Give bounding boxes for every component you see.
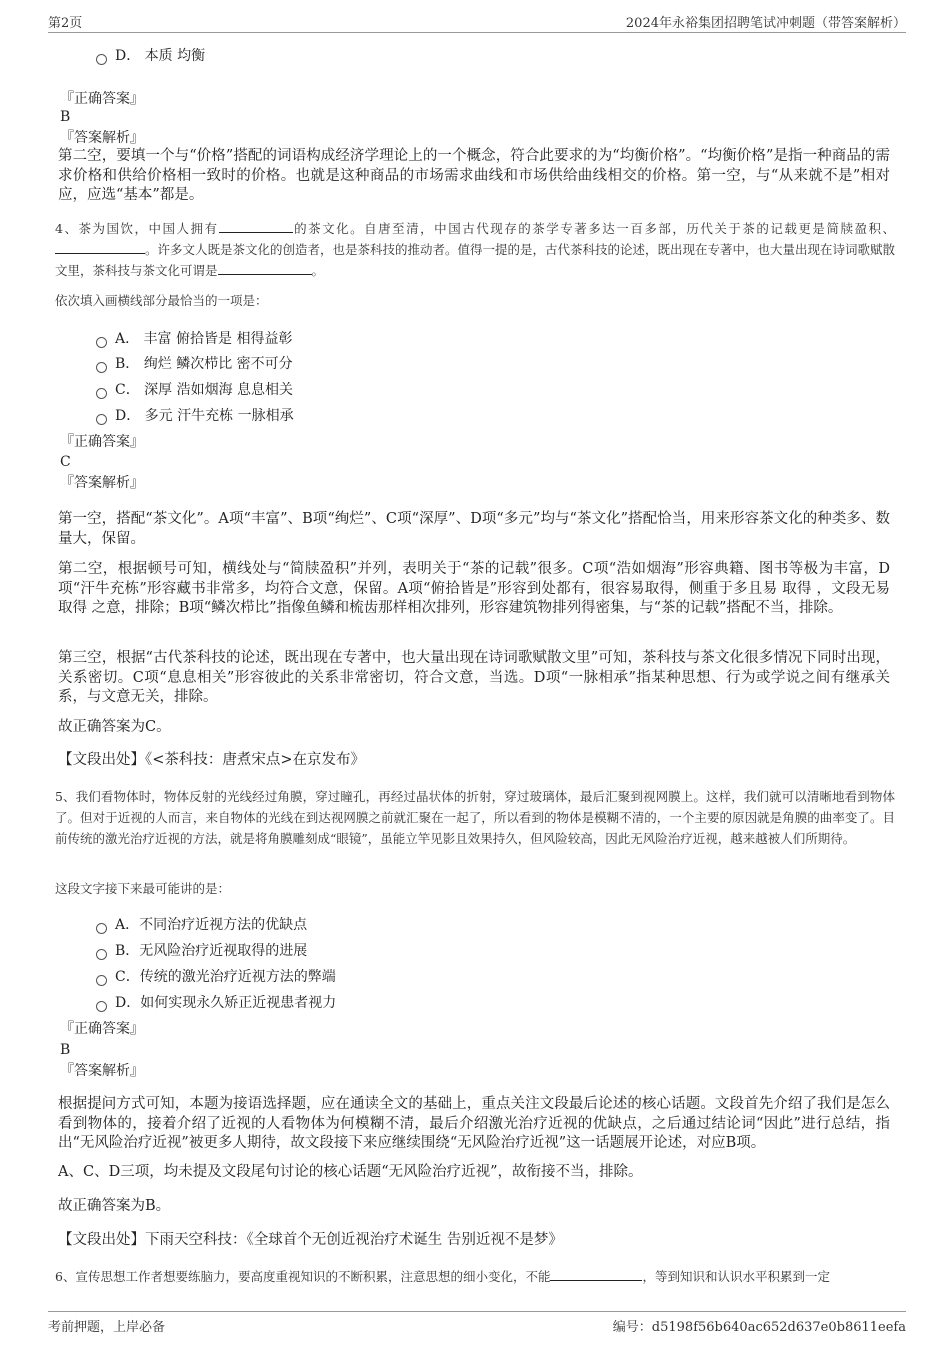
answer-value: C <box>60 454 71 470</box>
question-prompt: 依次填入画横线部分最恰当的一项是： <box>55 293 268 308</box>
document-title: 2024年永裕集团招聘笔试冲刺题（带答案解析） <box>625 16 906 31</box>
analysis-label: 『答案解析』 <box>60 1063 144 1079</box>
option-d[interactable]: D． 本质 均衡 <box>96 46 205 66</box>
document-id: 编号：d5198f56b640ac652d637e0b8611eefa <box>612 1320 906 1335</box>
analysis-paragraph: 第三空，根据“古代茶科技的论述，既出现在专著中，也大量出现在诗词歌赋散文里”可知，茶科技与茶文化很多情况下同时出现，关系密切。C项“息息相关”形容彼此的关系非常密切，符合文意，当选。D项“一脉相承”指某种思想、行为或学说之间有继承关系，与文意无关，排除。 <box>58 650 890 705</box>
analysis-text: 第二空，要填一个与“价格”搭配的词语构成经济学理论上的一个概念，符合此要求的为“均衡价格”。“均衡价格”是指一种商品的需求价格和供给价格相一致时的价格。也就是这种商品的市场需求曲线和市场供给曲线相交的价格。第一空，与“从来就不是”相对应，应选“基本”都是。 <box>58 148 890 203</box>
radio-icon[interactable] <box>96 54 107 65</box>
option-a[interactable]: A．不同治疗近视方法的优缺点 <box>96 915 307 935</box>
option-b[interactable]: B． 绚烂 鳞次栉比 密不可分 <box>96 354 293 374</box>
answer-value: B <box>60 1042 71 1058</box>
page-header <box>48 8 906 33</box>
radio-icon[interactable] <box>96 388 107 399</box>
footer-slogan: 考前押题，上岸必备 <box>48 1320 166 1335</box>
option-d[interactable]: D． 多元 汗牛充栋 一脉相承 <box>96 406 294 426</box>
source-citation: 【文段出处】《<茶科技：唐煮宋点>在京发布》 <box>58 752 366 768</box>
analysis-paragraph: 故正确答案为C。 <box>58 719 171 735</box>
page-footer <box>48 1311 906 1340</box>
analysis-paragraph: A、C、D三项，均未提及文段尾句讨论的核心话题“无风险治疗近视”，故衔接不当，排除。 <box>58 1164 643 1180</box>
option-c[interactable]: C． 深厚 浩如烟海 息息相关 <box>96 380 293 400</box>
option-c[interactable]: C．传统的激光治疗近视方法的弊端 <box>96 967 336 987</box>
radio-icon[interactable] <box>96 923 107 934</box>
question-stem: 6、宣传思想工作者想要练脑力，要高度重视知识的不断积累，注意思想的细小变化，不能 ，等到知识和认识水平积累到一定 <box>55 1269 830 1284</box>
analysis-paragraph: 第二空，根据顿号可知，横线处与“简牍盈积”并列，表明关于“茶的记载”很多。C项“浩如烟海”形容典籍、图书等极为丰富，D项“汗牛充栋”形容藏书非常多，均符合文意，保留。A项“俯拾皆是”形容到处都有，很容易取得，侧重于多且易 取得 ，文段无易 取得 之意，排除；B项“鳞次栉比”指像鱼鳞和梳齿那样相次排列，形容建筑物排列得密集，与“茶的记载”搭配不当，排除。 <box>58 561 890 616</box>
analysis-label: 『答案解析』 <box>60 475 144 491</box>
blank-line <box>219 219 293 233</box>
option-d[interactable]: D．如何实现永久矫正近视患者视力 <box>96 993 336 1013</box>
answer-label: 『正确答案』 <box>60 91 144 107</box>
blank-line <box>55 240 145 254</box>
source-citation: 【文段出处】下雨天空科技：《全球首个无创近视治疗术诞生 告别近视不是梦》 <box>58 1232 563 1248</box>
analysis-paragraph: 根据提问方式可知，本题为接语选择题，应在通读全文的基础上，重点关注文段最后论述的核心话题。文段首先介绍了我们是怎么看到物体的，接着介绍了近视的人看物体为何模糊不清，最后介绍激光治疗近视的优缺点，之后通过结论词“因此”进行总结，指出“无风险治疗近视”被更多人期待，故文段接下来应继续围绕“无风险治疗近视”这一话题展开论述，对应B项。 <box>58 1096 890 1151</box>
analysis-paragraph: 第一空，搭配“茶文化”。A项“丰富”、B项“绚烂”、C项“深厚”、D项“多元”均与“茶文化”搭配恰当，用来形容茶文化的种类多、数量大，保留。 <box>58 511 890 547</box>
analysis-paragraph: 故正确答案为B。 <box>58 1198 171 1214</box>
question-stem: 5、我们看物体时，物体反射的光线经过角膜，穿过瞳孔，再经过晶状体的折射，穿过玻璃体，最后汇聚到视网膜上。这样，我们就可以清晰地看到物体了。但对于近视的人而言，来自物体的光线在到达视网膜之前就汇聚在一起了，所以看到的物体是模糊不清的，一个主要的原因就是角膜的曲率变了。目前传统的激光治疗近视的方法，就是将角膜雕刻成“眼镜”，虽能立竿见影且效果持久，但风险较高，因此无风险治疗近视，越来越被人们所期待。 <box>55 789 895 846</box>
blank-line <box>550 1267 642 1281</box>
radio-icon[interactable] <box>96 362 107 373</box>
option-a[interactable]: A． 丰富 俯拾皆是 相得益彰 <box>96 329 292 349</box>
answer-value: B <box>60 109 71 125</box>
radio-icon[interactable] <box>96 1001 107 1012</box>
question-prompt: 这段文字接下来最可能讲的是： <box>55 881 231 896</box>
answer-label: 『正确答案』 <box>60 1021 144 1037</box>
radio-icon[interactable] <box>96 337 107 348</box>
blank-line <box>218 261 312 275</box>
page-number: 第2页 <box>48 16 83 31</box>
option-b[interactable]: B．无风险治疗近视取得的进展 <box>96 941 307 961</box>
radio-icon[interactable] <box>96 949 107 960</box>
radio-icon[interactable] <box>96 975 107 986</box>
analysis-label: 『答案解析』 <box>60 130 144 146</box>
answer-label: 『正确答案』 <box>60 434 144 450</box>
question-stem: 4、茶为国饮，中国人拥有 的茶文化。自唐至清，中国古代现存的茶学专著多达一百多部，历代关于茶的记载更是简牍盈积、。许多文人既是茶文化的创造者，也是茶科技的推动者。值得一提的是，古代茶科技的论述，既出现在专著中，也大量出现在诗词歌赋散文里，茶科技与茶文化可谓是 。 <box>55 221 896 278</box>
radio-icon[interactable] <box>96 414 107 425</box>
